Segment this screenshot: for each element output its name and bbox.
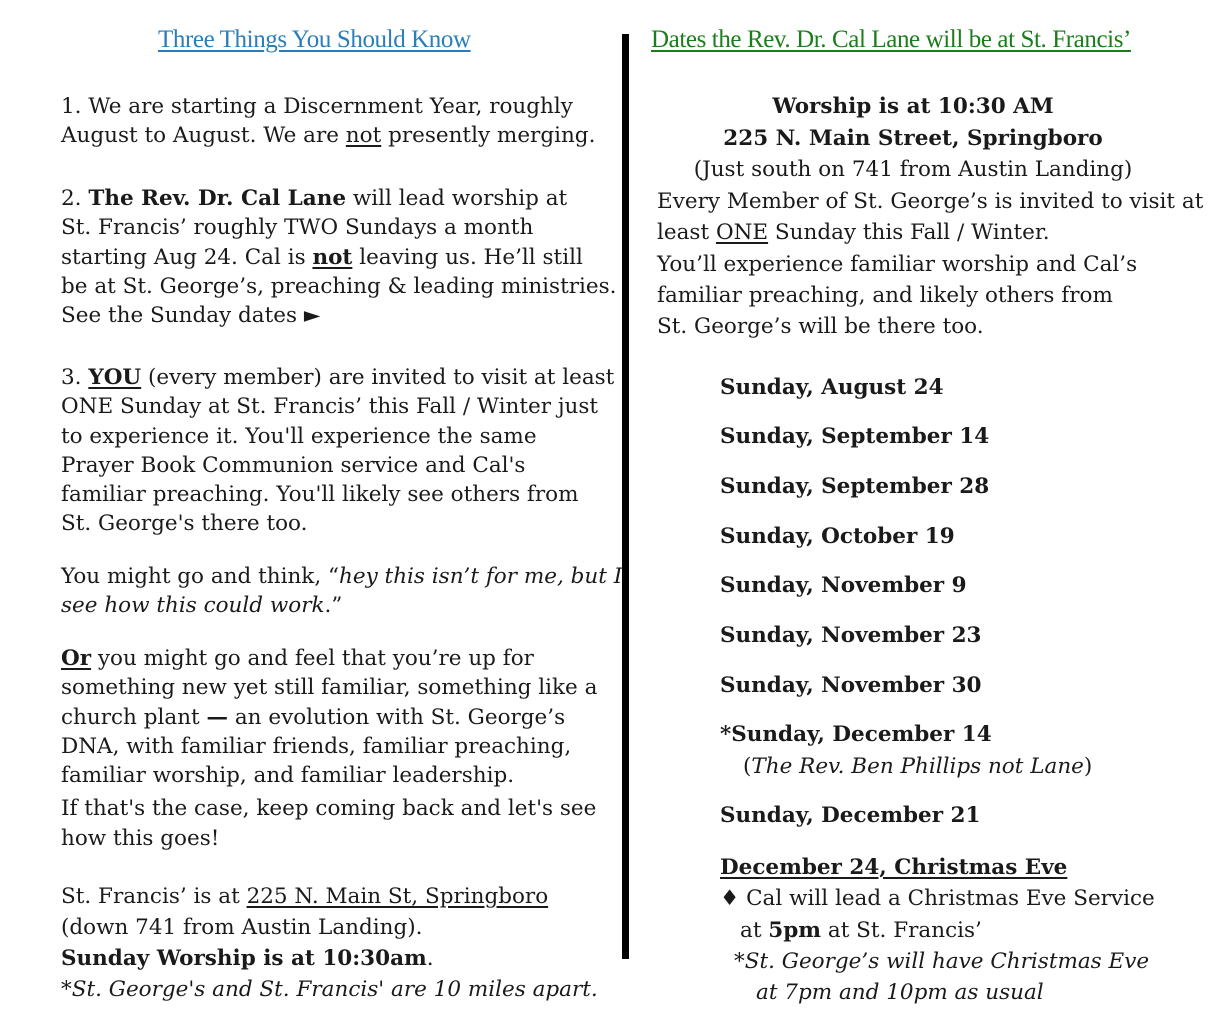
invite-paragraph: Every Member of St. George’s is invited to visit at least ONE Sunday this Fall / Winter. You’ll experience familiar worship and Cal’s familiar preaching, and likely others from St. George’s will be there too.	[657, 189, 1204, 340]
date-item: Sunday, November 9	[720, 573, 967, 598]
paragraph-might-think: You might go and think, “hey this isn’t for me, but I see how this could work.”	[61, 564, 623, 619]
point-2: 2. The Rev. Dr. Cal Lane will lead worship at St. Francis’ roughly TWO Sundays a month starting Aug 24. Cal is not leaving us. He’ll still be at St. George’s, preaching & leading ministries. See the Sunday dates ►	[61, 184, 616, 330]
location-info: St. Francis’ is at 225 N. Main St, Springboro (down 741 from Austin Landing). Sunday Worship is at 10:30am. *St. George's and St. Francis' are 10 miles apart.	[61, 884, 598, 1002]
left-heading: Three Things You Should Know	[158, 26, 471, 53]
see-sunday-dates: See the Sunday dates ►	[61, 303, 321, 329]
point-1: 1. We are starting a Discernment Year, roughly August to August. We are not presently merging.	[61, 94, 596, 149]
date-item: Sunday, November 30	[720, 673, 982, 698]
paragraph-church-plant: Or you might go and feel that you’re up for something new yet still familiar, something like a church plant — an evolution with St. George’s DNA, with familiar friends, familiar preaching, familiar worship, and familiar leadership. If that's the case, keep coming back and let's see how this goes!	[61, 646, 598, 851]
date-item: Sunday, November 23	[720, 623, 982, 648]
date-item: Sunday, October 19	[720, 524, 955, 549]
point-3: 3. YOU (every member) are invited to visit at least ONE Sunday at St. Francis’ this Fall / Winter just to experience it. You'll experience the same Prayer Book Communion service and Cal's familiar preaching. You'll likely see others from St. George's there too.	[61, 365, 615, 537]
date-item: *Sunday, December 14	[720, 722, 992, 747]
date-item: Sunday, September 14	[720, 424, 990, 449]
address-link: 225 N. Main St, Springboro	[246, 884, 549, 909]
worship-info: Worship is at 10:30 AM 225 N. Main Street, Springboro (Just south on 741 from Austin Landing)	[693, 94, 1133, 182]
date-item: Sunday, September 28	[720, 474, 990, 499]
date-item: Sunday, August 24	[720, 375, 944, 400]
date-item: Sunday, December 21	[720, 803, 981, 828]
right-heading: Dates the Rev. Dr. Cal Lane will be at St. Francis’	[651, 26, 1131, 53]
column-divider	[622, 34, 629, 959]
christmas-eve-title: December 24, Christmas Eve	[720, 855, 1068, 880]
christmas-eve-block: December 24, Christmas Eve ♦ Cal will lead a Christmas Eve Service at 5pm at St. Francis’ *St. George’s will have Christmas Eve at 7pm and 10pm as usual	[720, 855, 1155, 1006]
dec14-note: (The Rev. Ben Phillips not Lane)	[743, 754, 1093, 779]
